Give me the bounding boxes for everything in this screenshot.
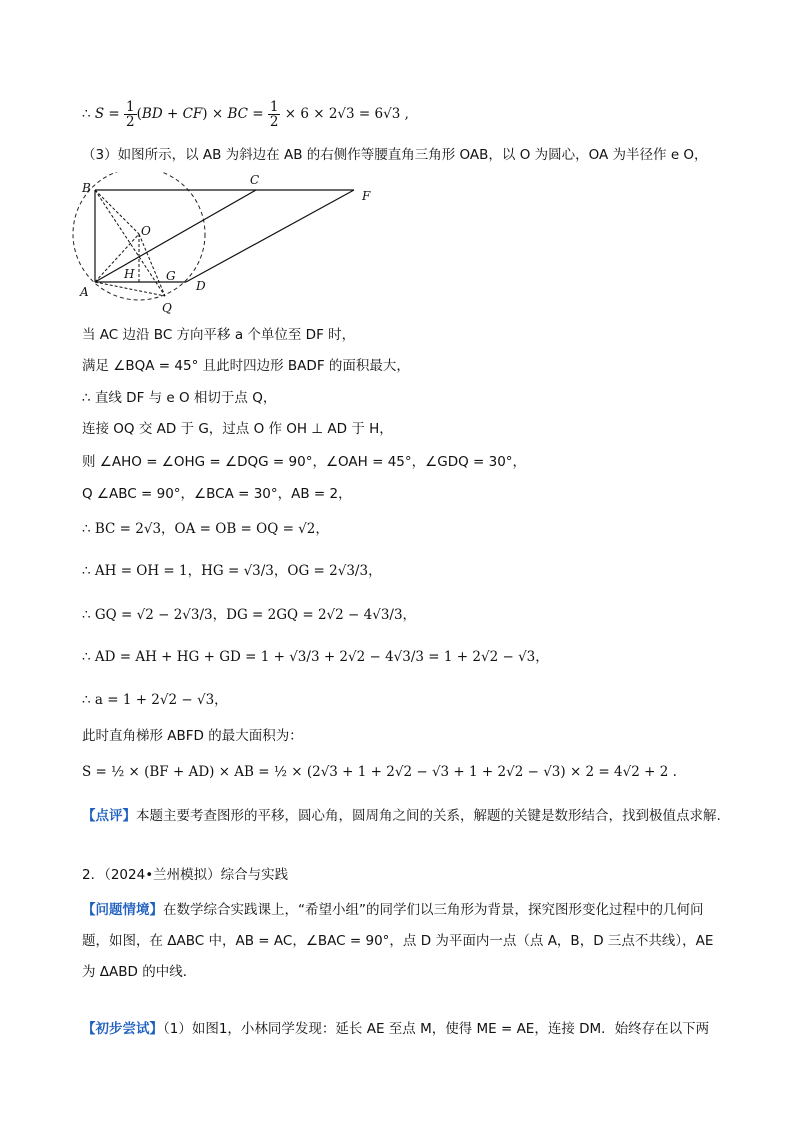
step-11: ∴ a = 1 + 2√2 − √3， — [82, 692, 228, 708]
label-g: G — [166, 269, 176, 283]
dashed-aq — [95, 282, 165, 296]
label-q: Q — [162, 301, 172, 315]
label-c: C — [250, 173, 260, 187]
attempt-text: （1）如图1，小林同学发现：延长 AE 至点 M，使得 ME = AE，连接 DM．始终存在以下两 — [163, 1021, 710, 1037]
step-7: ∴ BC = 2√3，OA = OB = OQ = √2， — [82, 521, 329, 537]
step-12: 此时直角梯形 ABFD 的最大面积为： — [82, 728, 303, 744]
situation-tag: 【问题情境】 — [82, 902, 163, 918]
segment-df — [186, 190, 354, 282]
label-f: F — [362, 189, 371, 203]
label-h: H — [124, 267, 135, 281]
situation-paragraph — [82, 895, 722, 988]
part3-intro: （3）如图所示，以 AB 为斜边在 AB 的右侧作等腰直角三角形 OAB，以 O 为圆心，OA 为半径作 e O， — [82, 147, 708, 163]
step-8: ∴ AH = OH = 1，HG = √3/3，OG = 2√3/3， — [82, 563, 382, 579]
step-9: ∴ GQ = √2 − 2√3/3，DG = 2GQ = 2√2 − 4√3/3， — [82, 607, 417, 623]
label-d: D — [196, 279, 206, 293]
label-o: O — [141, 224, 151, 238]
geometry-figure — [66, 172, 386, 318]
step-4: 连接 OQ 交 AD 于 G，过点 O 作 OH ⊥ AD 于 H， — [82, 421, 393, 437]
label-b: B — [82, 181, 91, 195]
dashed-oq — [139, 234, 165, 296]
problem2-header: 2．（2024•兰州模拟）综合与实践 — [82, 867, 289, 883]
step-5: 则 ∠AHO = ∠OHG = ∠DQG = 90°，∠OAH = 45°，∠GDQ = 30°， — [82, 454, 527, 470]
area-formula-line: ∴ S = $\frac{1}{2}$ (BD + CF) × BC = $\frac{1}{2}$ × 6 × 2√3 = 6√3 , — [82, 99, 409, 130]
dashed-bo — [95, 190, 139, 234]
comment-text: 本题主要考查图形的平移，圆心角，圆周角之间的关系，解题的关键是数形结合，找到极值点求解. — [136, 808, 721, 824]
step-6: Q ∠ABC = 90°，∠BCA = 30°，AB = 2， — [82, 486, 352, 502]
step-2: 满足 ∠BQA = 45° 且此时四边形 BADF 的面积最大， — [82, 358, 410, 374]
step-10: ∴ AD = AH + HG + GD = 1 + √3/3 + 2√2 − 4√3/3 = 1 + 2√2 − √3， — [82, 649, 549, 665]
comment-tag: 【点评】 — [82, 808, 136, 824]
attempt-tag: 【初步尝试】 — [82, 1021, 163, 1037]
step-1: 当 AC 边沿 BC 方向平移 a 个单位至 DF 时， — [82, 327, 356, 343]
comment-paragraph — [82, 801, 722, 831]
label-a: A — [80, 285, 89, 299]
step-13: S = ½ × (BF + AD) × AB = ½ × (2√3 + 1 + 2√2 − √3 + 1 + 2√2 − √3) × 2 = 4√2 + 2 . — [82, 764, 677, 780]
situation-text: 在数学综合实践课上，“希望小组”的同学们以三角形为背景，探究图形变化过程中的几何问题，如图，在 ΔABC 中，AB = AC，∠BAC = 90°，点 D 为平面内一点（点 A，B，D 三点不共线），AE 为 ΔABD 的中线． — [82, 902, 714, 980]
attempt-paragraph — [82, 1020, 709, 1038]
step-3: ∴ 直线 DF 与 e O 相切于点 Q， — [82, 390, 277, 406]
